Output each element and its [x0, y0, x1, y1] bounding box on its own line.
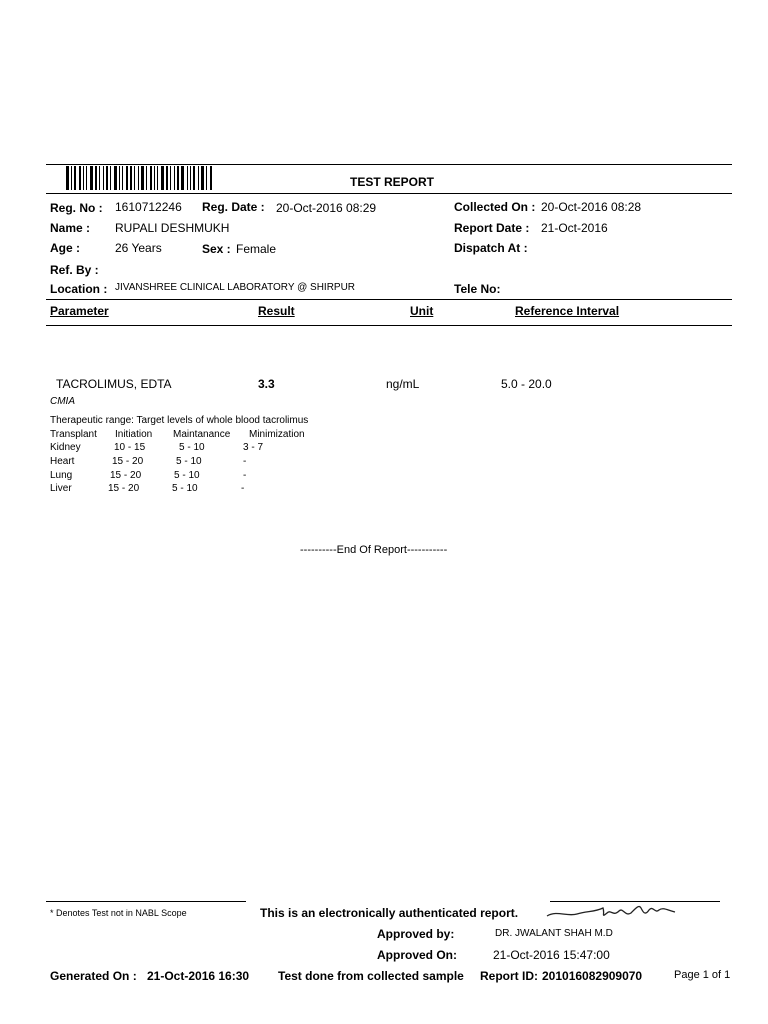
notes-cell: -: [243, 470, 247, 481]
col-unit: Unit: [410, 304, 434, 318]
page-number: Page 1 of 1: [674, 969, 731, 981]
approved-on-label: Approved On:: [377, 948, 457, 962]
notes-cell: 5 - 10: [179, 442, 205, 453]
notes-header-transplant: Transplant: [50, 429, 97, 440]
reg-date-value: 20-Oct-2016 08:29: [276, 201, 377, 215]
notes-cell: 15 - 20: [110, 470, 142, 481]
test-unit: ng/mL: [386, 377, 420, 391]
notes-cell: 5 - 10: [172, 483, 198, 494]
age-value: 26 Years: [115, 241, 162, 255]
approved-by-label: Approved by:: [377, 927, 455, 941]
col-reference: Reference Interval: [515, 304, 620, 318]
collected-on-value: 20-Oct-2016 08:28: [541, 200, 642, 214]
notes-title: Therapeutic range: Target levels of whole blood tacrolimus: [50, 415, 309, 426]
location-value: JIVANSHREE CLINICAL LABORATORY @ SHIRPUR: [115, 282, 356, 293]
sample-note: Test done from collected sample: [278, 969, 464, 983]
notes-cell: 10 - 15: [114, 442, 146, 453]
authenticated-note: This is an electronically authenticated report.: [260, 906, 519, 920]
approved-on-value: 21-Oct-2016 15:47:00: [493, 948, 610, 962]
generated-on-label: Generated On :: [50, 969, 137, 983]
location-label: Location :: [50, 282, 108, 296]
report-date-label: Report Date :: [454, 221, 530, 235]
footer-rule-left: [46, 901, 246, 902]
sex-value: Female: [236, 242, 277, 256]
generated-on-value: 21-Oct-2016 16:30: [147, 969, 250, 983]
notes-row-heart: Heart: [50, 456, 75, 467]
notes-cell: -: [241, 483, 245, 494]
notes-cell: 15 - 20: [108, 483, 140, 494]
name-value: RUPALI DESHMUKH: [115, 221, 230, 235]
notes-row-lung: Lung: [50, 470, 73, 481]
report-title: TEST REPORT: [350, 175, 435, 189]
notes-row-kidney: Kidney: [50, 442, 81, 453]
top-rule: [46, 164, 732, 165]
signature-image: [545, 898, 677, 922]
report-date-value: 21-Oct-2016: [541, 221, 608, 235]
notes-cell: 5 - 10: [176, 456, 202, 467]
report-id-value: 201016082909070: [542, 969, 643, 983]
tele-no-label: Tele No:: [454, 282, 501, 296]
col-parameter: Parameter: [50, 304, 109, 318]
sex-label: Sex :: [202, 242, 231, 256]
dispatch-at-label: Dispatch At :: [454, 241, 528, 255]
notes-header-minimization: Minimization: [249, 429, 305, 440]
notes-cell: -: [243, 456, 247, 467]
age-label: Age :: [50, 241, 80, 255]
col-result: Result: [258, 304, 295, 318]
title-rule: [46, 193, 732, 194]
test-reference: 5.0 - 20.0: [501, 377, 552, 391]
notes-header-initiation: Initiation: [115, 429, 153, 440]
reg-date-label: Reg. Date :: [202, 200, 265, 214]
nabl-note: * Denotes Test not in NABL Scope: [50, 908, 187, 918]
notes-header-maintenance: Maintanance: [173, 429, 231, 440]
ref-by-label: Ref. By :: [50, 263, 99, 277]
report-id-label: Report ID:: [480, 969, 538, 983]
notes-row-liver: Liver: [50, 483, 72, 494]
barcode-image: [66, 166, 226, 190]
notes-cell: 3 - 7: [243, 442, 264, 453]
reg-no-label: Reg. No :: [50, 201, 103, 215]
test-name: TACROLIMUS, EDTA: [56, 377, 172, 391]
end-of-report: ----------End Of Report-----------: [300, 544, 448, 556]
collected-on-label: Collected On :: [454, 200, 536, 214]
notes-cell: 5 - 10: [174, 470, 200, 481]
reg-no-value: 1610712246: [115, 200, 182, 214]
notes-cell: 15 - 20: [112, 456, 144, 467]
header-rule: [46, 325, 732, 326]
details-rule: [46, 299, 732, 300]
test-result: 3.3: [258, 377, 275, 391]
test-method: CMIA: [50, 396, 75, 407]
name-label: Name :: [50, 221, 91, 235]
approved-by-value: DR. JWALANT SHAH M.D: [495, 928, 613, 939]
